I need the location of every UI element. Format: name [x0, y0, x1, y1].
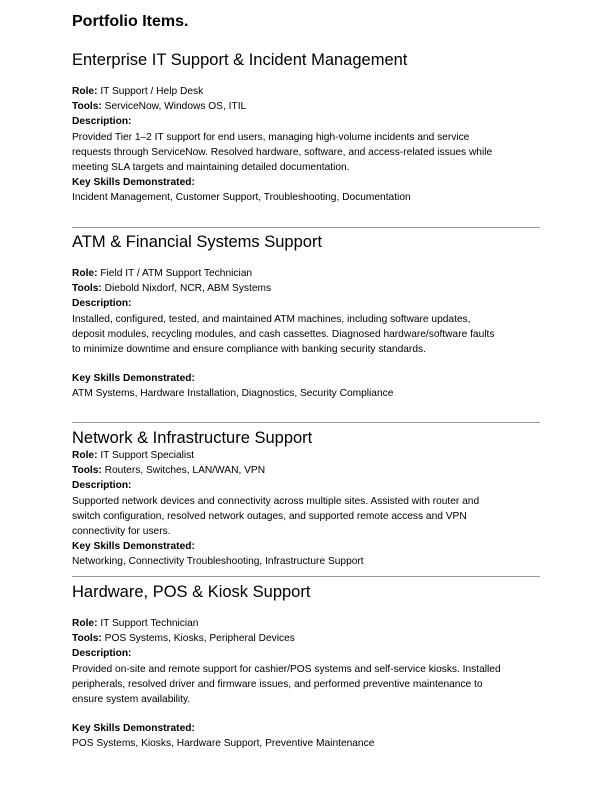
description-line: requests through ServiceNow. Resolved hardware, software, and access-related issues while — [72, 146, 493, 158]
tools-line — [72, 463, 540, 478]
key-skills-value: Incident Management, Customer Support, Troubleshooting, Documentation — [72, 192, 411, 204]
tools-value: Routers, Switches, LAN/WAN, VPN — [104, 465, 266, 477]
tools-line — [72, 281, 540, 296]
description-line: meeting SLA targets and maintaining detailed documentation. — [72, 162, 350, 174]
tools-label: Tools: — [72, 465, 102, 477]
description-label: Description: — [72, 648, 132, 660]
tools-label: Tools: — [72, 283, 102, 295]
key-skills-label: Key Skills Demonstrated: — [72, 373, 195, 385]
tools-value: Diebold Nixdorf, NCR, ABM Systems — [104, 283, 272, 295]
tools-line — [72, 631, 540, 646]
tools-label: Tools: — [72, 633, 102, 645]
description-line: ensure system availability. — [72, 694, 191, 706]
role-line — [72, 448, 540, 463]
description-label: Description: — [72, 480, 132, 492]
key-skills-label: Key Skills Demonstrated: — [72, 177, 195, 189]
section-title: Hardware, POS & Kiosk Support — [72, 583, 311, 601]
tools-value: POS Systems, Kiosks, Peripheral Devices — [104, 633, 295, 645]
key-skills-value: ATM Systems, Hardware Installation, Diagnostics, Security Compliance — [72, 388, 394, 400]
description-line: to minimize downtime and ensure compliance with banking security standards. — [72, 344, 426, 356]
portfolio-item-network — [72, 428, 540, 570]
role-line — [72, 616, 540, 631]
portfolio-item-atm-financial — [72, 232, 540, 402]
role-value: Field IT / ATM Support Technician — [100, 268, 253, 279]
description-line: connectivity for users. — [72, 526, 171, 538]
description-line: Provided Tier 1–2 IT support for end users, managing high-volume incidents and service — [72, 131, 470, 143]
portfolio-item-hardware-pos — [72, 582, 540, 752]
description-line: Installed, configured, tested, and maintained ATM machines, including software updates, — [72, 313, 471, 325]
section-divider — [72, 422, 540, 423]
description-line: deposit modules, recycling modules, and cash cassettes. Diagnosed hardware/software faults — [72, 328, 495, 340]
key-skills-label: Key Skills Demonstrated: — [72, 723, 195, 735]
tools-label: Tools: — [72, 101, 102, 113]
tools-value: ServiceNow, Windows OS, ITIL — [104, 101, 247, 113]
key-skills-value: Networking, Connectivity Troubleshooting, Infrastructure Support — [72, 556, 364, 568]
section-title: ATM & Financial Systems Support — [72, 233, 323, 251]
role-label: Role: — [72, 268, 98, 279]
role-label: Role: — [72, 86, 98, 97]
tools-line — [72, 99, 540, 114]
description-line: Provided on-site and remote support for cashier/POS systems and self-service kiosks. Installed — [72, 663, 501, 675]
description-line: Supported network devices and connectivity across multiple sites. Assisted with router and — [72, 495, 480, 507]
key-skills-label: Key Skills Demonstrated: — [72, 541, 195, 553]
description-line: peripherals, resolved driver and firmware issues, and performed preventive maintenance to — [72, 678, 483, 690]
section-title: Enterprise IT Support & Incident Management — [72, 51, 408, 69]
key-skills-value: POS Systems, Kiosks, Hardware Support, Preventive Maintenance — [72, 738, 375, 750]
role-value: IT Support Specialist — [100, 450, 195, 461]
role-label: Role: — [72, 450, 98, 461]
role-value: IT Support Technician — [100, 618, 199, 629]
role-label: Role: — [72, 618, 98, 629]
description-line: switch configuration, resolved network outages, and supported remote access and VPN — [72, 510, 467, 522]
portfolio-item-enterprise-it — [72, 50, 540, 206]
role-line — [72, 84, 540, 99]
section-divider — [72, 576, 540, 577]
role-line — [72, 266, 540, 281]
description-label: Description: — [72, 116, 132, 128]
description-label: Description: — [72, 298, 132, 310]
role-value: IT Support / Help Desk — [100, 86, 204, 97]
section-title: Network & Infrastructure Support — [72, 429, 313, 447]
section-divider — [72, 227, 540, 228]
page-title: Portfolio Items. — [72, 13, 189, 30]
